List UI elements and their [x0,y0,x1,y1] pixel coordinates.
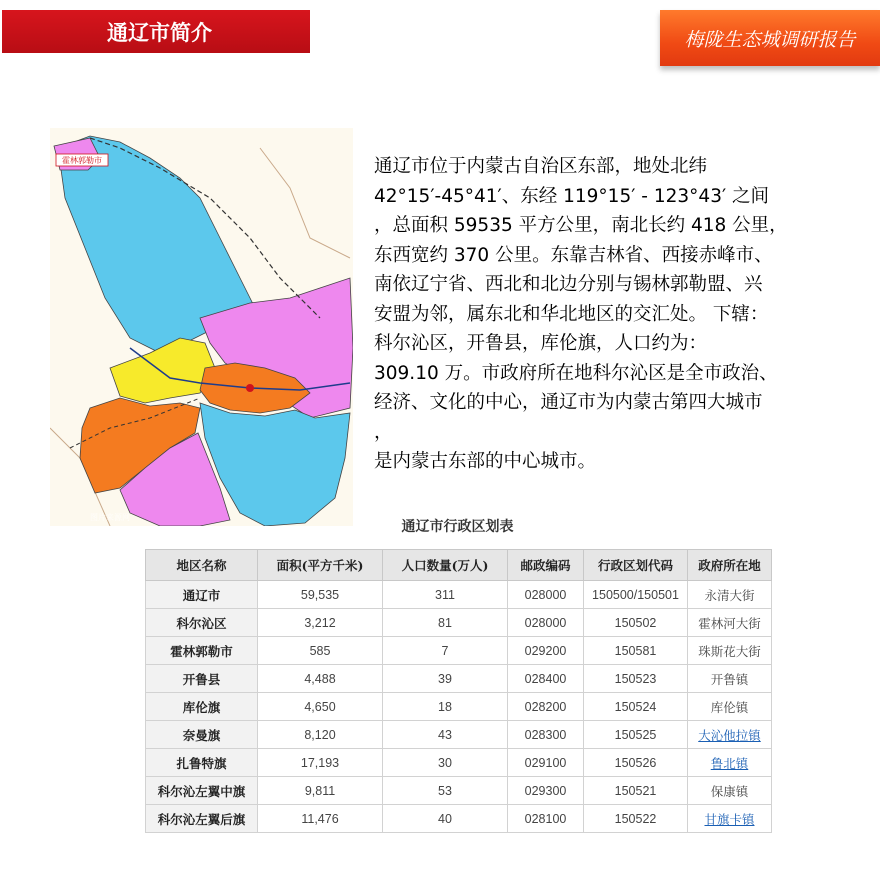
cell-region-name: 库伦旗 [146,693,258,721]
cell-division-code: 150526 [584,749,688,777]
header-area: 面积(平方千米) [258,550,383,581]
table-row [146,637,772,665]
cell-population: 40 [383,805,508,833]
cell-region-name: 奈曼旗 [146,721,258,749]
cell-government-seat: 永清大街 [688,581,772,609]
table-row [146,665,772,693]
cell-division-code: 150522 [584,805,688,833]
cell-government-seat: 库伦镇 [688,693,772,721]
cell-region-name: 霍林郭勒市 [146,637,258,665]
cell-postal-code: 029200 [508,637,584,665]
table-row [146,721,772,749]
cell-postal-code: 028300 [508,721,584,749]
cell-postal-code: 028000 [508,609,584,637]
cell-postal-code: 028000 [508,581,584,609]
cell-population: 43 [383,721,508,749]
cell-government-seat: 保康镇 [688,777,772,805]
region-map [50,128,353,526]
map-city-label: 霍林郭勒市 [62,156,102,165]
header-division-code: 行政区划代码 [584,550,688,581]
cell-area: 17,193 [258,749,383,777]
cell-division-code: 150521 [584,777,688,805]
cell-government-seat: 霍林河大街 [688,609,772,637]
page-title-banner [2,10,310,53]
cell-area: 9,811 [258,777,383,805]
intro-paragraph: 通辽市位于内蒙古自治区东部，地处北纬 42°15′-45°41′、东经 119°15′ - 123°43′ 之间 ，总面积 59535 平方公里，南北长约 418 公里， 东西宽约 370 公里。东靠吉林省、西接赤峰市、 南依辽宁省、西北和北边分别与锡林郭勒盟、兴 安盟为邻，属东北和华北地区的交汇处。 下辖： 科尔沁区，开鲁县，库伦旗，人口约为： 309.10 万。市政府所在地科尔沁区是全市政治、 经济、文化的中心，通辽市为内蒙古第四大城市 ， 是内蒙古东部的中心城市。 [374,156,788,472]
cell-division-code: 150523 [584,665,688,693]
cell-division-code: 150525 [584,721,688,749]
cell-region-name: 科尔沁左翼后旗 [146,805,258,833]
cell-postal-code: 028200 [508,693,584,721]
cell-government-seat [688,721,772,749]
table-body [146,581,772,833]
cell-area: 59,535 [258,581,383,609]
cell-postal-code: 028100 [508,805,584,833]
cell-population: 7 [383,637,508,665]
government-seat-link[interactable]: 甘旗卡镇 [704,812,755,827]
cell-government-seat: 开鲁镇 [688,665,772,693]
table-row [146,581,772,609]
cell-population: 311 [383,581,508,609]
cell-area: 4,488 [258,665,383,693]
cell-area: 8,120 [258,721,383,749]
header-region-name: 地区名称 [146,550,258,581]
header-postal-code: 邮政编码 [508,550,584,581]
cell-population: 18 [383,693,508,721]
header-population: 人口数量(万人) [383,550,508,581]
table-row [146,749,772,777]
cell-population: 39 [383,665,508,693]
government-seat-link[interactable]: 鲁北镇 [710,756,749,771]
cell-government-seat [688,749,772,777]
cell-population: 81 [383,609,508,637]
cell-population: 53 [383,777,508,805]
cell-area: 4,650 [258,693,383,721]
cell-division-code: 150581 [584,637,688,665]
table-header-row [146,550,772,581]
cell-government-seat: 珠斯花大街 [688,637,772,665]
cell-division-code: 150524 [584,693,688,721]
cell-division-code: 150502 [584,609,688,637]
cell-government-seat [688,805,772,833]
cell-population: 30 [383,749,508,777]
cell-region-name: 开鲁县 [146,665,258,693]
map-city-marker [246,384,254,392]
table-row [146,693,772,721]
cell-region-name: 通辽市 [146,581,258,609]
header-government-seat: 政府所在地 [688,550,772,581]
cell-area: 585 [258,637,383,665]
report-title-badge [660,10,880,66]
page-title: 通辽市简介 [107,20,212,45]
cell-area: 11,476 [258,805,383,833]
map-watermark: 图片来源网 [90,513,130,522]
admin-division-table [145,549,772,833]
cell-region-name: 科尔沁区 [146,609,258,637]
cell-region-name: 科尔沁左翼中旗 [146,777,258,805]
government-seat-link[interactable]: 大沁他拉镇 [698,728,761,743]
cell-division-code: 150500/150501 [584,581,688,609]
table-row [146,777,772,805]
cell-postal-code: 028400 [508,665,584,693]
cell-area: 3,212 [258,609,383,637]
report-title: 梅陇生态城调研报告 [684,28,856,51]
cell-region-name: 扎鲁特旗 [146,749,258,777]
table-row [146,609,772,637]
region-map-graphic [50,128,353,526]
cell-postal-code: 029300 [508,777,584,805]
table-row [146,805,772,833]
table-caption: 通辽市行政区划表 [401,519,514,535]
cell-postal-code: 029100 [508,749,584,777]
